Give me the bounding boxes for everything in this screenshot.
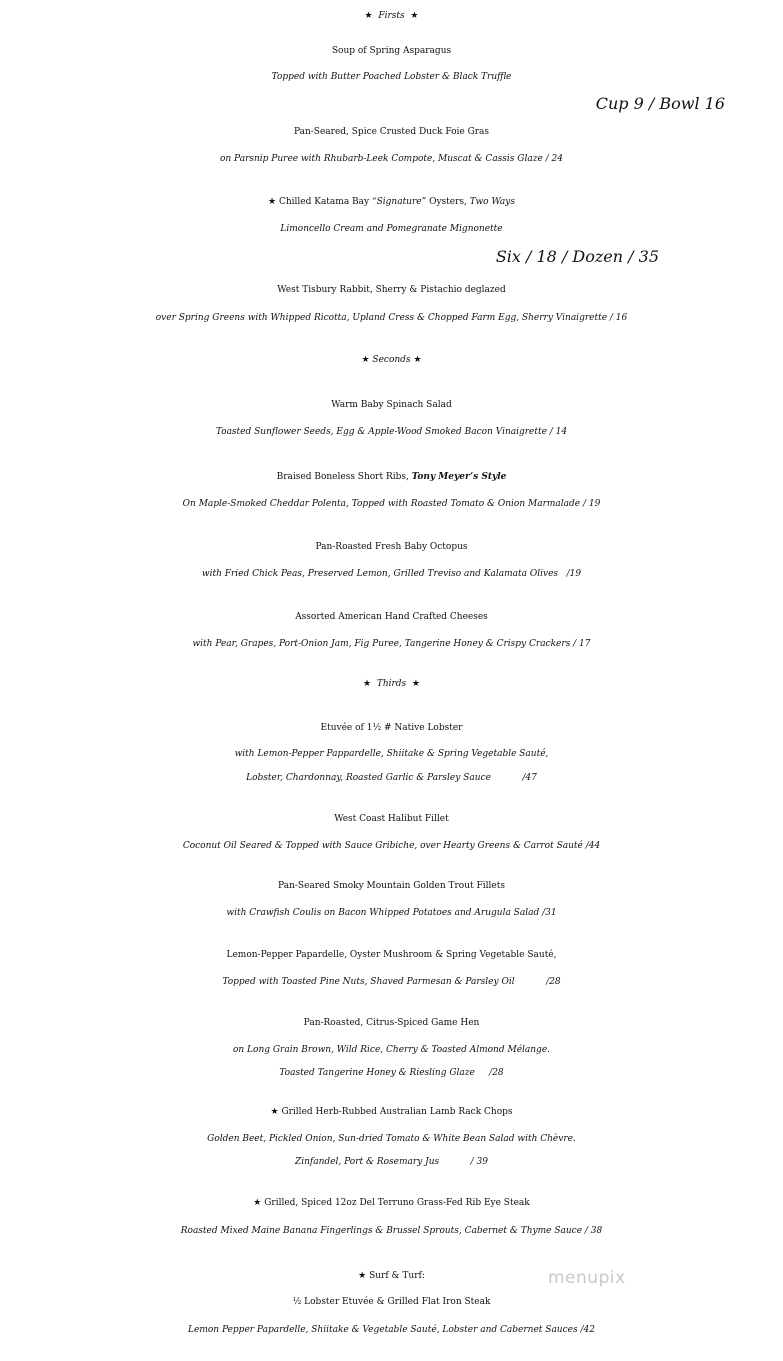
desc-text: Lobster, Chardonnay, Roasted Garlic & Parsley Sauce: [246, 773, 491, 783]
item-name: [0, 1272, 783, 1281]
desc-text: Topped with Toasted Pine Nuts, Shaved Parmesan & Parsley Oil: [222, 977, 515, 987]
item-name: West Coast Halibut Fillet: [334, 814, 449, 824]
item-desc: Golden Beet, Pickled Onion, Sun-dried Tomato & White Bean Salad with Chèvre.: [207, 1134, 576, 1144]
item-name: [0, 1108, 783, 1117]
price-text: /47: [522, 773, 537, 783]
star-icon: ★: [364, 11, 373, 21]
item-name: [0, 1199, 783, 1208]
watermark: menupix: [548, 1268, 626, 1288]
price-text: / 39: [470, 1157, 489, 1167]
item-desc: Limoncello Cream and Pomegranate Mignonette: [280, 224, 503, 234]
item-desc: with Pear, Grapes, Port-Onion Jam, Fig Puree, Tangerine Honey & Crispy Crackers / 17: [192, 639, 591, 649]
item-name: Pan-Seared Smoky Mountain Golden Trout Fillets: [278, 881, 505, 891]
price-text: /28: [489, 1068, 504, 1078]
name-part: Oysters,: [429, 197, 467, 207]
name-part: Grilled, Spiced 12oz: [264, 1198, 357, 1208]
star-icon: ★: [253, 1198, 262, 1208]
heading-text: Seconds: [372, 355, 411, 365]
name-brand: Del Terruno: [359, 1198, 414, 1208]
item-desc: Roasted Mixed Maine Banana Fingerlings & Brussel Sprouts, Cabernet & Thyme Sauce / 38: [180, 1226, 603, 1236]
star-icon: ★: [270, 1107, 279, 1117]
item-desc: [0, 570, 783, 579]
star-icon: ★: [363, 679, 372, 689]
item-name: Assorted American Hand Crafted Cheeses: [295, 612, 488, 622]
name-style: Tony Meyer’s Style: [411, 472, 507, 482]
item-name: Pan-Seared, Spice Crusted Duck Foie Gras: [293, 127, 490, 137]
item-name: Etuvée of 1½ # Native Lobster: [320, 723, 463, 733]
item-desc: [0, 1069, 783, 1078]
item-desc: on Long Grain Brown, Wild Rice, Cherry & Toasted Almond Mélange.: [232, 1045, 551, 1055]
heading-text: Firsts: [378, 11, 405, 21]
star-icon: ★: [413, 355, 422, 365]
name-part: Grass-Fed Rib Eye Steak: [416, 1198, 530, 1208]
star-icon: ★: [268, 197, 277, 207]
item-name: West Tisbury Rabbit, Sherry & Pistachio deglazed: [277, 285, 506, 295]
item-name: Soup of Spring Asparagus: [331, 46, 452, 56]
name-ways: Two Ways: [469, 197, 515, 207]
item-desc: [0, 978, 783, 987]
name-part: Surf & Turf:: [369, 1271, 425, 1281]
item-name: Lemon-Pepper Papardelle, Oyster Mushroom & Spring Vegetable Sauté,: [226, 950, 557, 960]
desc-text: Zinfandel, Port & Rosemary Jus: [294, 1157, 440, 1167]
item-desc: with Crawfish Coulis on Bacon Whipped Potatoes and Arugula Salad /31: [226, 908, 557, 918]
desc-text: with Fried Chick Peas, Preserved Lemon, Grilled Treviso and Kalamata Olives: [201, 569, 559, 579]
star-icon: ★: [411, 679, 420, 689]
price-text: /19: [566, 569, 582, 579]
item-desc: Coconut Oil Seared & Topped with Sauce Gribiche, over Hearty Greens & Carrot Sauté /44: [182, 841, 601, 851]
item-desc: with Lemon-Pepper Pappardelle, Shiitake & Spring Vegetable Sauté,: [234, 749, 549, 759]
item-desc: On Maple-Smoked Cheddar Polenta, Topped with Roasted Tomato & Onion Marmalade / 19: [182, 499, 601, 509]
name-part: Grilled Herb-Rubbed Australian Lamb Rack Chops: [281, 1107, 513, 1117]
item-desc: [0, 774, 783, 783]
price-text: /28: [546, 977, 561, 987]
desc-text: Toasted Tangerine Honey & Riesling Glaze: [279, 1068, 475, 1078]
item-desc: Topped with Butter Poached Lobster & Black Truffle: [271, 72, 512, 82]
item-price: Six / 18 / Dozen / 35: [495, 247, 659, 266]
star-icon: ★: [361, 355, 370, 365]
item-desc: Lemon Pepper Papardelle, Shiitake & Vegetable Sauté, Lobster and Cabernet Sauces /42: [188, 1325, 595, 1335]
item-desc: over Spring Greens with Whipped Ricotta, Upland Cress & Chopped Farm Egg, Sherry Vinaigrette / 16: [155, 313, 628, 323]
name-part: Chilled Katama Bay: [278, 197, 370, 207]
star-icon: ★: [358, 1271, 367, 1281]
item-name: Warm Baby Spinach Salad: [331, 400, 452, 410]
item-name: ½ Lobster Etuvée & Grilled Flat Iron Steak: [292, 1297, 491, 1307]
star-icon: ★: [410, 11, 419, 21]
name-signature: “Signature”: [372, 197, 427, 207]
item-name: Pan-Roasted, Citrus-Spiced Game Hen: [303, 1018, 480, 1028]
section-heading-seconds: [0, 356, 783, 365]
section-heading-firsts: [0, 12, 783, 21]
item-name: [0, 198, 783, 207]
heading-text: Thirds: [376, 679, 407, 689]
name-part: Braised Boneless Short Ribs,: [276, 472, 409, 482]
section-heading-thirds: [0, 680, 783, 689]
item-desc: Toasted Sunflower Seeds, Egg & Apple-Wood Smoked Bacon Vinaigrette / 14: [215, 427, 568, 437]
item-desc: on Parsnip Puree with Rhubarb-Leek Compote, Muscat & Cassis Glaze / 24: [219, 154, 563, 164]
item-name: [0, 473, 783, 482]
item-price: Cup 9 / Bowl 16: [595, 94, 725, 113]
item-desc: [0, 1158, 783, 1167]
item-name: Pan-Roasted Fresh Baby Octopus: [315, 542, 468, 552]
